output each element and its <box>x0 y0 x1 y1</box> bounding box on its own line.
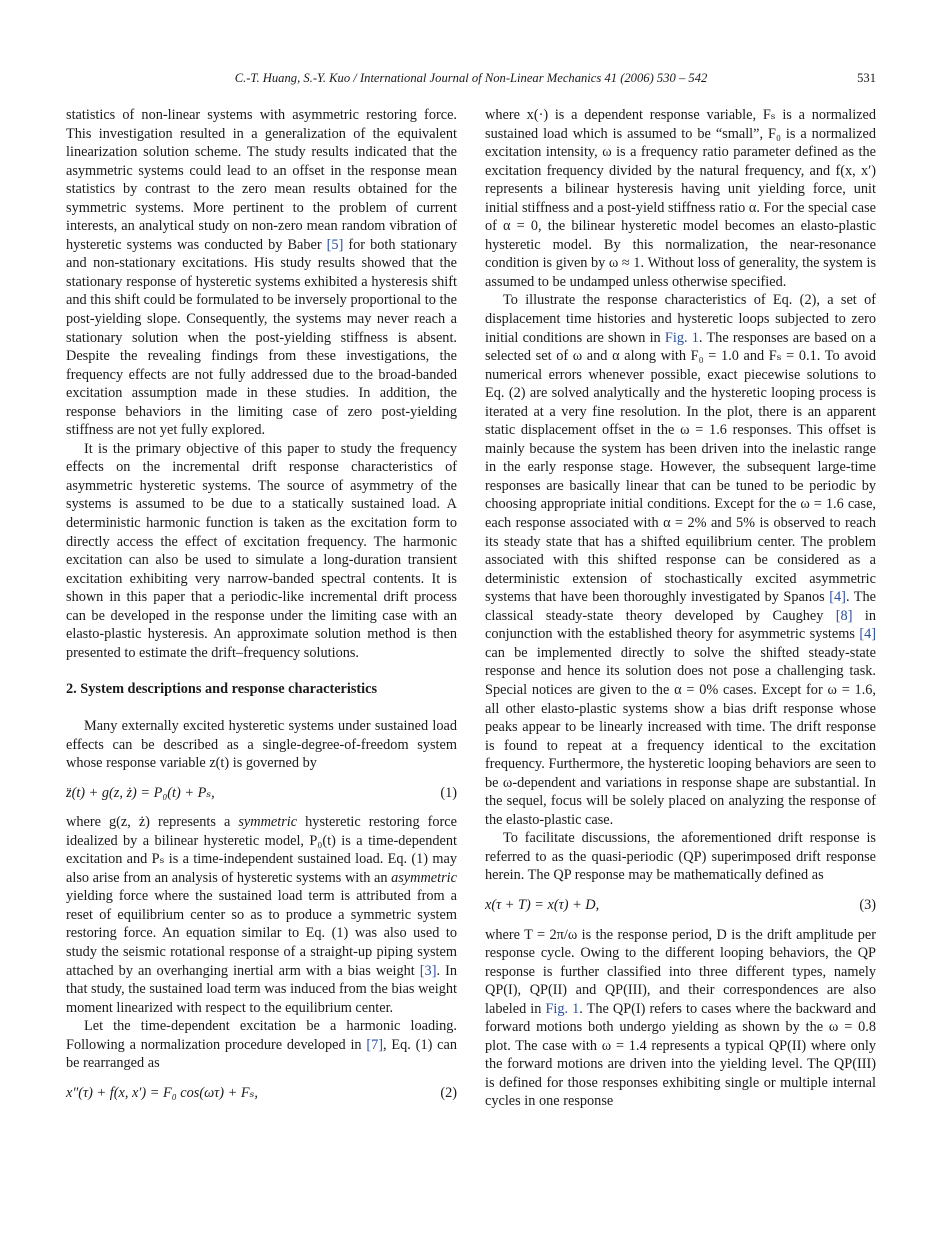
paragraph: where x(·) is a dependent response variable, Fₛ is a normalized sustained load which is assumed to be “small”, F₀ is a normalized excitation intensity, ω is a frequency ratio parameter defined as the excitation frequency divided by the natural frequency, and f(x, x′) represents a bilinear hysteresis having unit yielding force, unit initial stiffness and a post-yield stiffness ratio α. For the special case of α = 0, the bilinear hysteretic model becomes an elasto-plastic hysteretic model. By this normalization, the near-resonance condition is given by ω ≈ 1. Without loss of generality, the system is assumed to be undamped unless otherwise specified. <box>485 107 877 290</box>
paragraph: Many externally excited hysteretic systems under sustained load effects can be described as a single-degree-of-freedom system whose response variable z(t) is governed by <box>66 717 457 772</box>
equation-number: (3) <box>859 896 876 913</box>
equation-2 <box>66 1084 457 1103</box>
running-head: C.-T. Huang, S.-Y. Kuo / International Journal of Non-Linear Mechanics 41 (2006) 530 – 542 <box>234 71 708 85</box>
equation-body: x(τ + T) = x(τ) + D, <box>485 896 600 913</box>
paragraph: statistics of non-linear systems with asymmetric restoring force. This investigation resulted in a generalization of the equivalent linearization solution scheme. The study results indicated that the asymmetric systems could lead to an offset in the response mean statistics by contrast to the zero mean results obtained for the symmetric systems. More pertinent to the problem of current interests, an analytical study on non-zero mean random vibration of hysteretic systems was conducted by Baber [5] for both stationary and non-stationary excitations. His study results showed that the stationary response of hysteretic systems exhibited a hysteresis shift and this shift could be formulated to be inversely proportional to the post-yielding slope. Consequently, the systems may never reach a stationary solution when the post-yielding stiffness is absent. Despite the revealing findings from these investigations, the frequency effects are not fully addressed due to the broad-banded excitation assumption made in these studies. In addition, the response behaviors in the limiting case of zero post-yielding stiffness are not yet fully explored. <box>66 107 457 439</box>
equation-3 <box>485 896 876 915</box>
paragraph: To illustrate the response characteristics of Eq. (2), a set of displacement time histories and hysteretic loops subjected to zero initial conditions are shown in Fig. 1. The responses are based on a selected set of ω and α along with F₀ = 1.0 and Fₛ = 0.1. To avoid numerical errors whenever possible, exact piecewise solutions to Eq. (2) are solved analytically and the hysteretic looping process is iterated at a very fine resolution. In the plot, there is an apparent static displacement offset in the ω = 1.6 responses. This offset is mainly because the system has been driven into the inelastic range in the early response stage. However, the subsequent large-time responses are basically linear that can be tuned to be periodic by choosing appropriate initial conditions. Except for the ω = 1.6 case, each response associated with α = 2% and 5% is observed to reach its steady state that has a shifted equilibrium center. The problem associated with this shifted response can be considered as a deterministic extension of stochastically excited asymmetric systems that have been thoroughly investigated by Spanos [4]. The classical steady-state theory developed by Caughey [8] in conjunction with the established theory for asymmetric systems [4] can be implemented directly to solve the shifted steady-state response and hence its solution does not pose a challenging task. Special notices are given to the α = 0% cases. Except for ω = 1.6, all other elasto-plastic systems show a bias drift response whose peaks appear to be linearly increased with time. The drift response is found to repeat at a frequency identical to the excitation frequency. Furthermore, the hysteretic looping behaviors are seen to be ω-dependent and variations in response shape are substantial. In the sequel, focus will be solely placed on analyzing the response of the elasto-plastic case. <box>485 292 877 828</box>
citation-link[interactable]: [7] <box>366 1036 384 1053</box>
emphasis: symmetric <box>238 814 298 831</box>
paragraph: To facilitate discussions, the aforementioned drift response is referred to as the quasi-periodic (QP) superimposed drift response herein. The QP response may be mathematically defined as <box>485 830 876 884</box>
equation-number: (1) <box>440 784 457 801</box>
section-heading: 2. System descriptions and response characteristics <box>66 681 378 698</box>
left-column <box>66 106 457 1113</box>
right-column <box>485 106 876 1111</box>
emphasis: asymmetric <box>391 869 457 886</box>
paragraph: where g(z, ż) represents a symmetric hysteretic restoring force idealized by a bilinear hysteretic model, P₀(t) is a time-dependent excitation and Pₛ is a time-independent sustained load. Eq. (1) may also arise from an analysis of hysteretic systems with an asymmetric yielding force where the sustained load term is attributed from a reset of equilibrium center so as to produce a symmetric system restoring force. An equation similar to Eq. (1) was also used to study the seismic rotational response of a straight-up piping system attached by an overhanging inertial arm with a bias weight [3]. In that study, the sustained load term was induced from the bias weight moment linearized with respect to the equilibrium center. <box>66 814 458 1016</box>
citation-link[interactable]: [8] <box>835 607 853 624</box>
figure-link[interactable]: Fig. 1 <box>664 329 699 346</box>
paragraph: where T = 2π/ω is the response period, D is the drift amplitude per response cycle. Owing to the different looping behaviors, the QP response is further classified into three different types, namely QP(I), QP(II) and QP(III), and their correspondences are also labeled in Fig. 1. The QP(I) refers to cases where the backward and forward motions both undergo yielding as shown by the ω = 0.8 plot. The case with ω = 1.4 represents a typical QP(II) where only the forward motions are driven into the yielding level. The QP(III) is defined for those responses exhibiting single or multiple internal cycles in one response <box>485 926 876 1110</box>
equation-body: z̈(t) + g(z, ż) = P₀(t) + Pₛ, <box>66 784 215 801</box>
page-number: 531 <box>857 71 876 85</box>
paragraph: Let the time-dependent excitation be a harmonic loading. Following a normalization procedure developed in [7], Eq. (1) can be rearranged as <box>66 1018 457 1072</box>
equation-body: x″(τ) + f(x, x′) = F₀ cos(ωτ) + Fₛ, <box>66 1084 258 1101</box>
equation-number: (2) <box>440 1084 457 1101</box>
paragraph: It is the primary objective of this paper to study the frequency effects on the incremental drift response characteristics of asymmetric hysteretic systems. The source of asymmetry of the systems is assumed to be due to a statically sustained load. A deterministic harmonic function is taken as the excitation form to directly access the effect of excitation frequency. The harmonic excitation can also be used to simulate a long-duration transient excitation exhibiting very narrow-banded spectral contents. It is shown in this paper that a periodic-like incremental drift process can be developed in the response under the limiting case with an elasto-plastic hysteresis. An approximate solution method is then presented to estimate the drift–frequency solutions. <box>66 440 457 661</box>
running-header <box>66 71 876 91</box>
equation-1 <box>66 784 457 803</box>
citation-link[interactable]: [4] <box>859 626 876 643</box>
figure-link[interactable]: Fig. 1 <box>545 1000 580 1017</box>
citation-link[interactable]: [3] <box>419 962 437 979</box>
citation-link[interactable]: [5] <box>326 236 344 253</box>
citation-link[interactable]: [4] <box>829 589 846 606</box>
